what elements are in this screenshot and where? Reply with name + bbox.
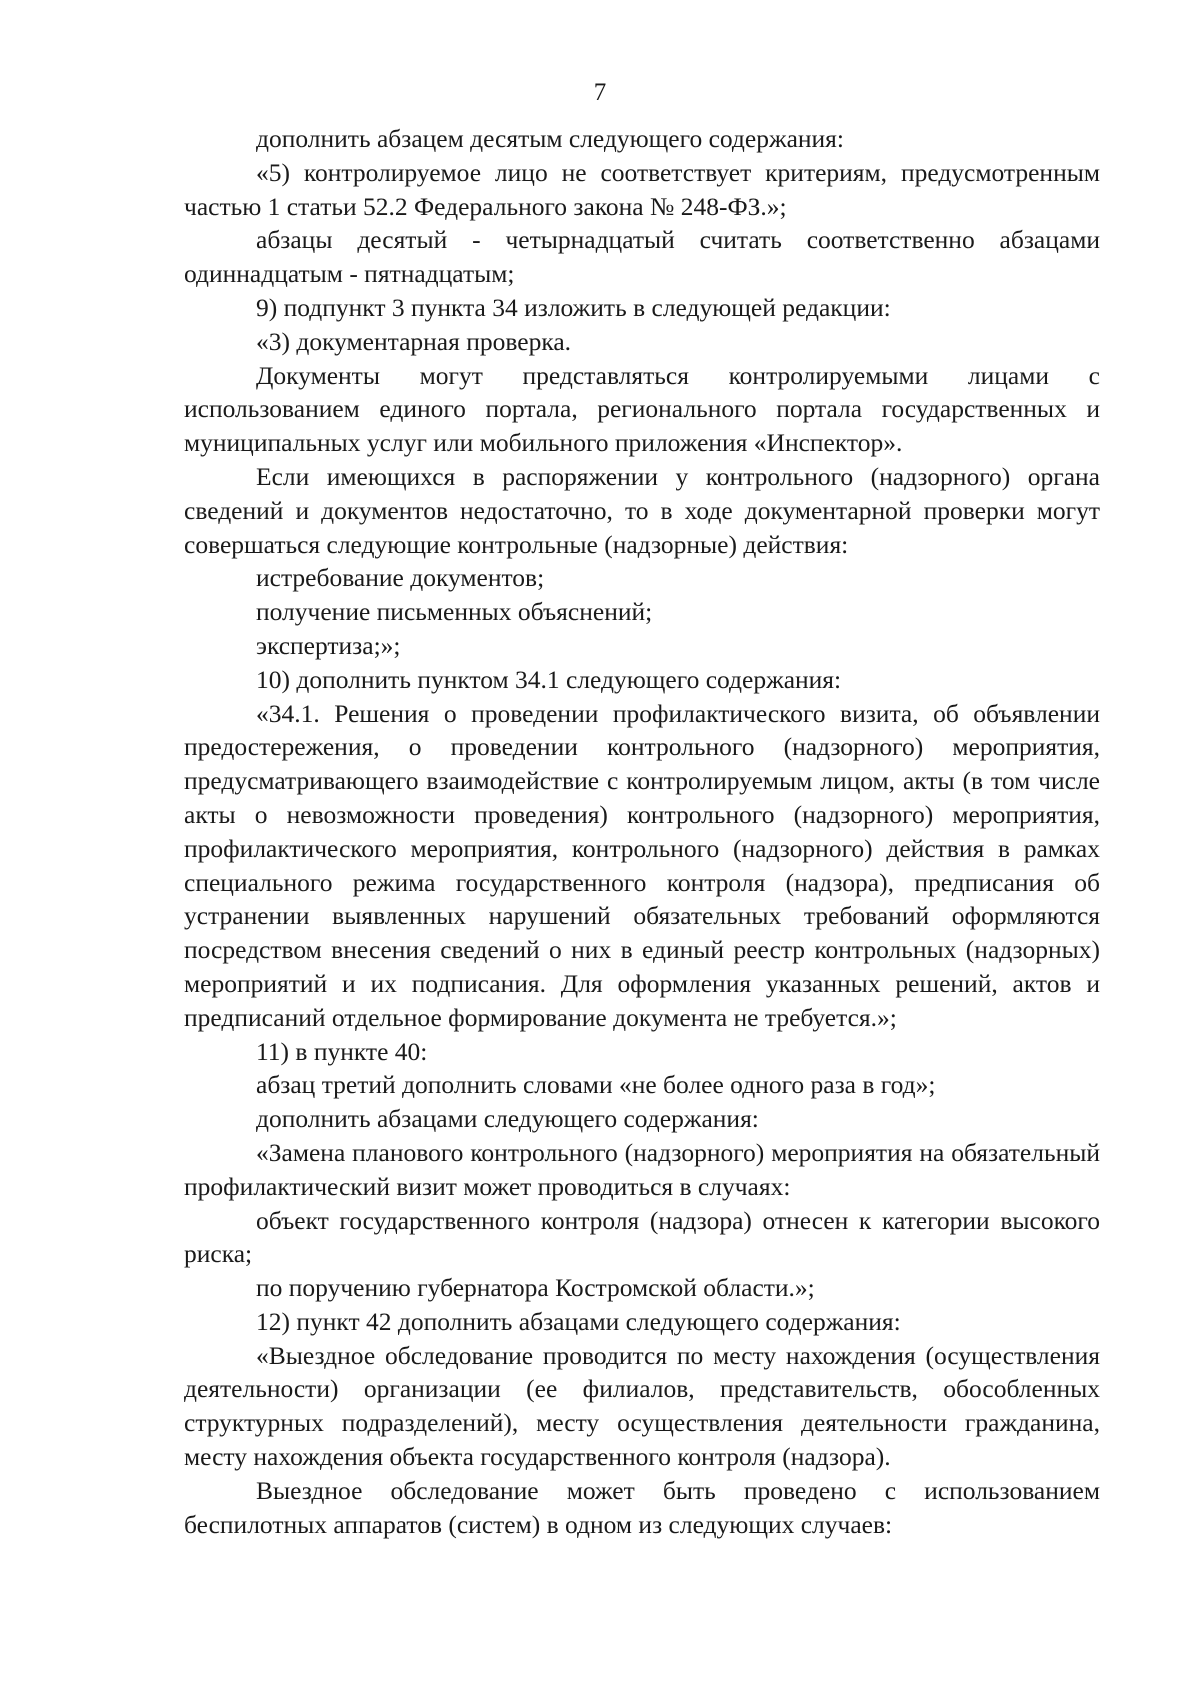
document-body (184, 122, 1100, 1541)
paragraph: 9) подпункт 3 пункта 34 изложить в следующей редакции: (256, 292, 891, 322)
paragraph: «Выездное обследование проводится по месту нахождения (осуществления деятельности) организации (ее филиалов, представительств, обособленных структурных подразделений), месту осуществления деятельности гражданина, месту нахождения объекта государственного контроля (надзора). (184, 1340, 1100, 1472)
paragraph: 12) пункт 42 дополнить абзацами следующего содержания: (256, 1306, 901, 1336)
paragraph: «5) контролируемое лицо не соответствует критериям, предусмотренным частью 1 статьи 52.2 Федерального закона № 248-ФЗ.»; (184, 157, 1100, 221)
page-number: 7 (593, 79, 607, 106)
paragraph: дополнить абзацами следующего содержания: (256, 1104, 759, 1134)
paragraph: абзацы десятый - четырнадцатый считать соответственно абзацами одиннадцатым - пятнадцатым; (184, 225, 1100, 289)
list-item: экспертиза;»; (256, 630, 401, 660)
paragraph: 10) дополнить пунктом 34.1 следующего содержания: (256, 664, 842, 694)
paragraph: «34.1. Решения о проведении профилактического визита, об объявлении предостережения, о проведении контрольного (надзорного) мероприятия, предусматривающего взаимодействие с контролируемым лицом, акты (в том числе акты о невозможности проведения) контрольного (надзорного) мероприятия, профилактического мероприятия, контрольного (надзорного) действия в рамках специального режима государственного контроля (надзора), предписания об устранении выявленных нарушений обязательных требований оформляются посредством внесения сведений о них в единый реестр контрольных (надзорных) мероприятий и их подписания. Для оформления указанных решений, актов и предписаний отдельное формирование документа не требуется.»; (184, 698, 1100, 1032)
paragraph: Выездное обследование может быть проведено с использованием беспилотных аппаратов (систем) в одном из следующих случаев: (184, 1475, 1100, 1539)
paragraph: Документы могут представляться контролируемыми лицами с использованием единого портала, регионального портала государственных и муниципальных услуг или мобильного приложения «Инспектор». (184, 360, 1100, 458)
paragraph: 11) в пункте 40: (256, 1036, 428, 1066)
paragraph: дополнить абзацем десятым следующего содержания: (256, 124, 844, 153)
paragraph: «Замена планового контрольного (надзорного) мероприятия на обязательный профилактический визит может проводиться в случаях: (184, 1137, 1100, 1201)
paragraph: Если имеющихся в распоряжении у контрольного (надзорного) органа сведений и документов недостаточно, то в ходе документарной проверки могут совершаться следующие контрольные (надзорные) действия: (184, 461, 1100, 559)
paragraph: абзац третий дополнить словами «не более одного раза в год»; (256, 1070, 936, 1100)
paragraph: объект государственного контроля (надзора) отнесен к категории высокого риска; (184, 1205, 1100, 1269)
list-item: получение письменных объяснений; (256, 597, 653, 627)
paragraph: по поручению губернатора Костромской области.»; (256, 1273, 815, 1303)
paragraph: «3) документарная проверка. (256, 326, 572, 356)
list-item: истребование документов; (256, 563, 545, 593)
